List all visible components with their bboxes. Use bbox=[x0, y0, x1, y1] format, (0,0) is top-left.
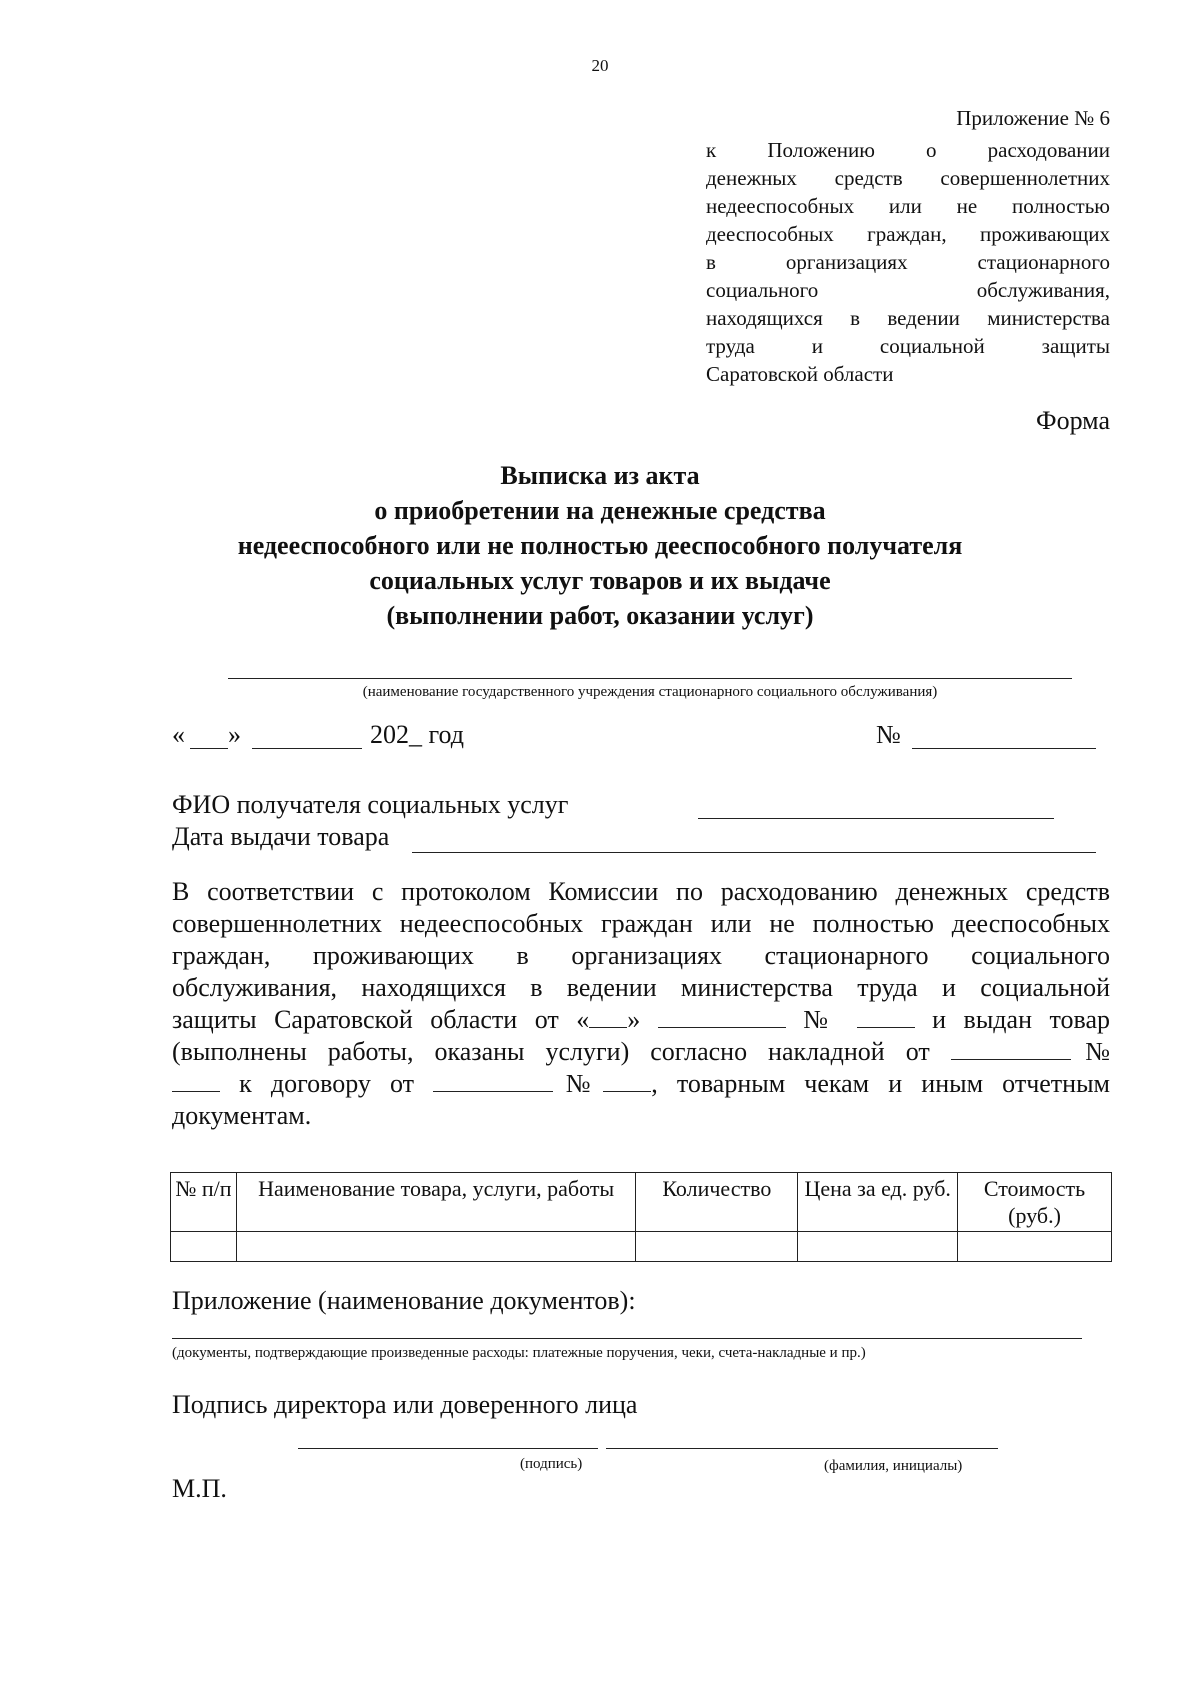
table-cell[interactable] bbox=[958, 1232, 1112, 1262]
goods-table bbox=[170, 1172, 1112, 1262]
table-cell[interactable] bbox=[798, 1232, 958, 1262]
paragraph-line: обслуживания, находящихся в ведении министерства труда и социальной bbox=[172, 973, 1110, 1002]
table-cell[interactable] bbox=[171, 1232, 237, 1262]
title-line: о приобретении на денежные средства bbox=[374, 496, 826, 525]
title-line: социальных услуг товаров и их выдаче bbox=[369, 566, 831, 595]
issue-date-label: Дата выдачи товара bbox=[172, 822, 390, 851]
signature-caption: (подпись) bbox=[520, 1456, 583, 1472]
invoice-number-field[interactable] bbox=[172, 1071, 220, 1092]
paragraph-text: » bbox=[627, 1005, 641, 1034]
paragraph-line: совершеннолетних недееспособных граждан или не полностью дееспособных bbox=[172, 909, 1110, 938]
attachment-caption: (документы, подтверждающие произведенные расходы: платежные поручения, чеки, счета-накладные и пр.) bbox=[172, 1345, 866, 1361]
appendix-title: Приложение № 6 bbox=[956, 106, 1110, 130]
protocol-date-field[interactable] bbox=[658, 1007, 786, 1028]
appendix-line: Саратовской области bbox=[706, 362, 894, 386]
header-cost: Стоимость (руб.) bbox=[958, 1173, 1112, 1232]
appendix-line: недееспособных или не полностью bbox=[706, 194, 1110, 218]
stamp-label: М.П. bbox=[172, 1474, 227, 1503]
contract-date-field[interactable] bbox=[433, 1071, 553, 1092]
header-number: № п/п bbox=[171, 1173, 237, 1232]
title-line: Выписка из акта bbox=[500, 461, 700, 490]
date-month-field[interactable] bbox=[252, 748, 362, 749]
appendix-line: труда и социальной защиты bbox=[706, 334, 1110, 358]
signature-label: Подпись директора или доверенного лица bbox=[172, 1390, 638, 1419]
table-cell[interactable] bbox=[236, 1232, 635, 1262]
table-header-row bbox=[171, 1173, 1112, 1232]
number-sign: № bbox=[876, 720, 901, 749]
invoice-date-field[interactable] bbox=[951, 1039, 1071, 1060]
main-paragraph bbox=[172, 876, 1110, 1132]
paragraph-text: № bbox=[803, 1005, 840, 1034]
table-cell[interactable] bbox=[636, 1232, 798, 1262]
paragraph-text: № bbox=[553, 1069, 604, 1098]
paragraph-line: граждан, проживающих в организациях стационарного социального bbox=[172, 941, 1110, 970]
paragraph-text: и выдан товар bbox=[932, 1005, 1110, 1034]
title-line: (выполнении работ, оказании услуг) bbox=[386, 601, 814, 630]
date-day-field[interactable] bbox=[190, 748, 228, 749]
recipient-label: ФИО получателя социальных услуг bbox=[172, 790, 569, 819]
header-unit-price: Цена за ед. руб. bbox=[798, 1173, 958, 1232]
date-close-quote: » bbox=[228, 720, 241, 749]
appendix-line: в организациях стационарного bbox=[706, 250, 1110, 274]
appendix-line: денежных средств совершеннолетних bbox=[706, 166, 1110, 190]
institution-caption: (наименование государственного учреждения стационарного социального обслуживания) bbox=[362, 684, 938, 700]
paragraph-line: В соответствии с протоколом Комиссии по расходованию денежных средств bbox=[172, 877, 1110, 906]
protocol-number-field[interactable] bbox=[857, 1007, 915, 1028]
appendix-line: находящихся в ведении министерства bbox=[706, 306, 1110, 330]
name-field[interactable] bbox=[606, 1448, 998, 1449]
paragraph-text: № bbox=[1070, 1037, 1111, 1066]
document-title bbox=[0, 458, 1200, 633]
act-number-field[interactable] bbox=[912, 748, 1096, 749]
paragraph-line-with-fields bbox=[172, 1036, 1110, 1068]
paragraph-line-with-fields bbox=[172, 1004, 1110, 1036]
page-number: 20 bbox=[591, 56, 609, 75]
institution-field[interactable] bbox=[228, 678, 1072, 679]
paragraph-line: документам. bbox=[172, 1101, 312, 1130]
paragraph-text: к договору от bbox=[239, 1069, 415, 1098]
appendix-line: дееспособных граждан, проживающих bbox=[706, 222, 1110, 246]
appendix-line: к Положению о расходовании bbox=[706, 138, 1110, 162]
form-label: Форма bbox=[1036, 406, 1110, 435]
title-line: недееспособного или не полностью дееспособного получателя bbox=[237, 531, 963, 560]
paragraph-text: защиты Саратовской области от « bbox=[172, 1005, 590, 1034]
attachment-field[interactable] bbox=[172, 1338, 1082, 1339]
appendix-line: социального обслуживания, bbox=[706, 278, 1110, 302]
paragraph-line-with-fields bbox=[172, 1068, 1110, 1100]
appendix-text bbox=[706, 136, 1110, 388]
contract-number-field[interactable] bbox=[603, 1071, 651, 1092]
name-caption: (фамилия, инициалы) bbox=[824, 1458, 963, 1474]
header-item-name: Наименование товара, услуги, работы bbox=[236, 1173, 635, 1232]
table-row bbox=[171, 1232, 1112, 1262]
attachment-label: Приложение (наименование документов): bbox=[172, 1286, 636, 1315]
date-year: 202_ год bbox=[370, 720, 464, 749]
paragraph-text: , товарным чекам и иным отчетным bbox=[651, 1069, 1111, 1098]
paragraph-text: (выполнены работы, оказаны услуги) согласно накладной от bbox=[172, 1037, 930, 1066]
header-quantity: Количество bbox=[636, 1173, 798, 1232]
protocol-day-field[interactable] bbox=[589, 1007, 627, 1028]
recipient-name-field[interactable] bbox=[698, 818, 1054, 819]
date-open-quote: « bbox=[172, 720, 185, 749]
signature-field[interactable] bbox=[298, 1448, 598, 1449]
issue-date-field[interactable] bbox=[412, 852, 1096, 853]
